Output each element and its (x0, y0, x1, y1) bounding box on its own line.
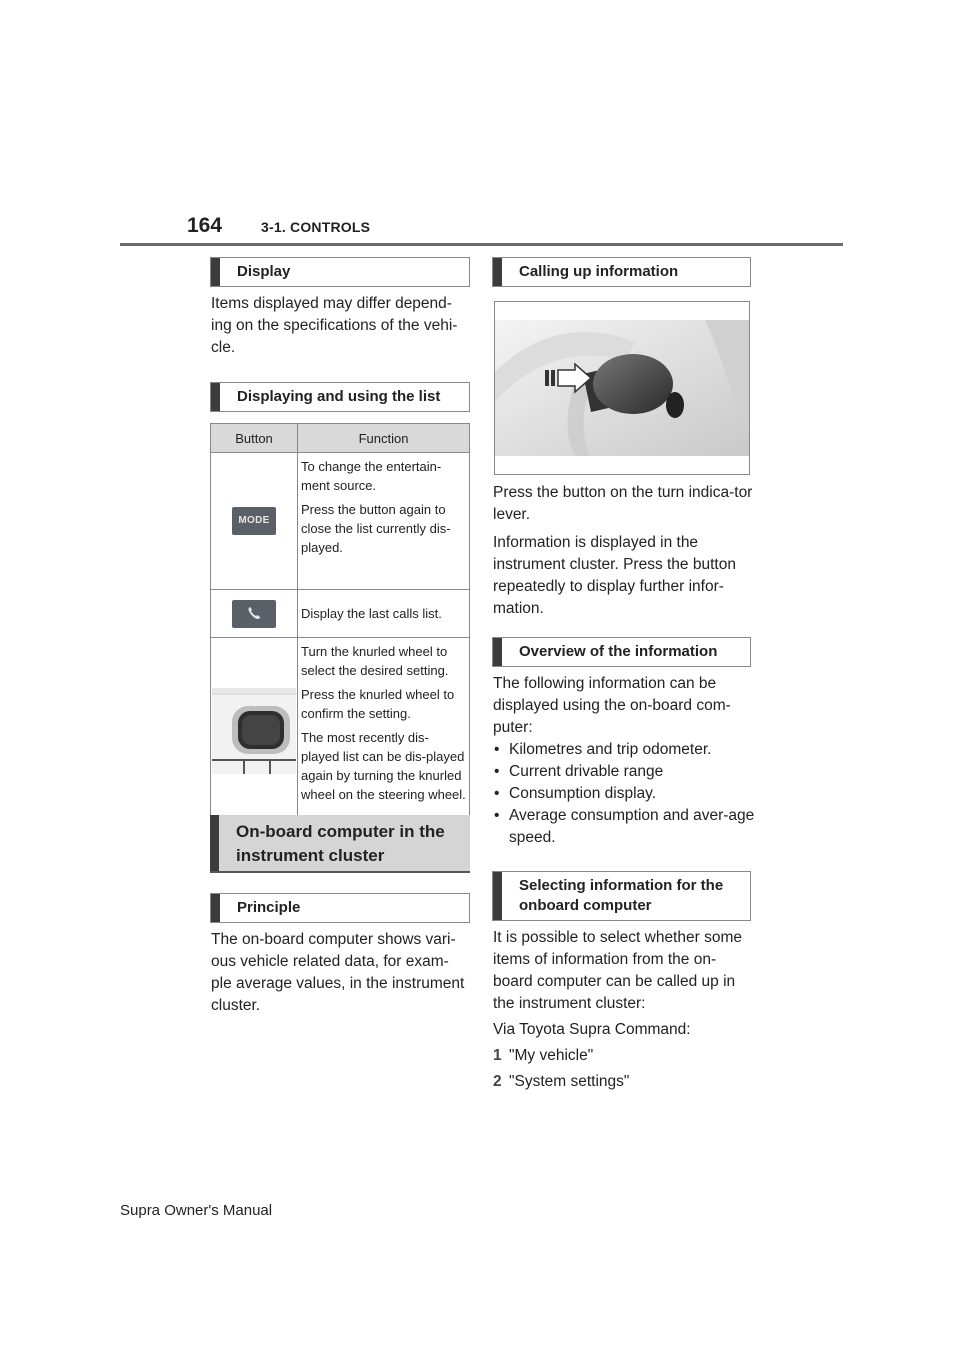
overview-text: The following information can be displayed using the on-board com-puter: • Kilometres and trip odometer. • Current drivable range • Consumption display. • Average consumption and aver-age speed. (493, 673, 755, 849)
onboard-computer-heading: On-board computer in the instrument cluster (210, 815, 470, 873)
overview-heading: Overview of the information (492, 637, 751, 667)
table-row: Turn the knurled wheel to select the desired setting. Press the knurled wheel to confirm the setting. The most recently dis-played list can be dis-played again by turning the knurled wheel on the steering wheel. (211, 638, 470, 827)
principle-text: The on-board computer shows vari-ous vehicle related data, for exam-ple average values, in the instrument cluster. (211, 931, 465, 1014)
page-number: 164 (187, 214, 223, 237)
list-item: • Current drivable range (493, 761, 755, 783)
section-title: 3-1. CONTROLS (261, 219, 371, 235)
list-heading: Displaying and using the list (210, 382, 470, 412)
list-item: • Consumption display. (493, 783, 755, 805)
calling-up-heading: Calling up information (492, 257, 751, 287)
calling-up-text: Press the button on the turn indica-tor lever. Information is displayed in the instrument cluster. Press the button repeatedly to display further infor-mation. (493, 484, 753, 617)
step-1: 1 "My vehicle" (493, 1047, 594, 1064)
turn-indicator-lever-figure (494, 301, 750, 475)
display-text: Items displayed may differ depend- ing on the specifications of the vehi- cle. (211, 295, 458, 356)
footer-text: Supra Owner's Manual (120, 1202, 273, 1219)
selecting-text: It is possible to select whether some items of information from the on-board computer can be called up in the instrument cluster: Via Toyota Supra Command: 1 "My vehicle" 2 "System settings" (493, 927, 755, 1093)
table-row: Display the last calls list. (211, 590, 470, 638)
list-item: • Kilometres and trip odometer. (493, 739, 755, 761)
table-header-row (211, 424, 470, 453)
knurled-wheel-icon (212, 688, 296, 774)
column-header: Function (298, 424, 470, 453)
list-item: • Average consumption and aver-age speed. (493, 805, 755, 849)
column-header: Button (211, 424, 298, 453)
phone-button-icon (232, 600, 276, 628)
step-2: 2 "System settings" (493, 1073, 630, 1090)
display-heading: Display (210, 257, 470, 287)
table-row: MODE To change the entertain-ment source. Press the button again to close the list currently dis-played. (211, 453, 470, 590)
overview-list (493, 739, 755, 849)
principle-heading: Principle (210, 893, 470, 923)
button-function-table (210, 423, 470, 827)
selecting-heading: Selecting information for the onboard computer (492, 871, 751, 921)
header-divider (120, 243, 843, 246)
mode-button-icon: MODE (232, 507, 276, 535)
